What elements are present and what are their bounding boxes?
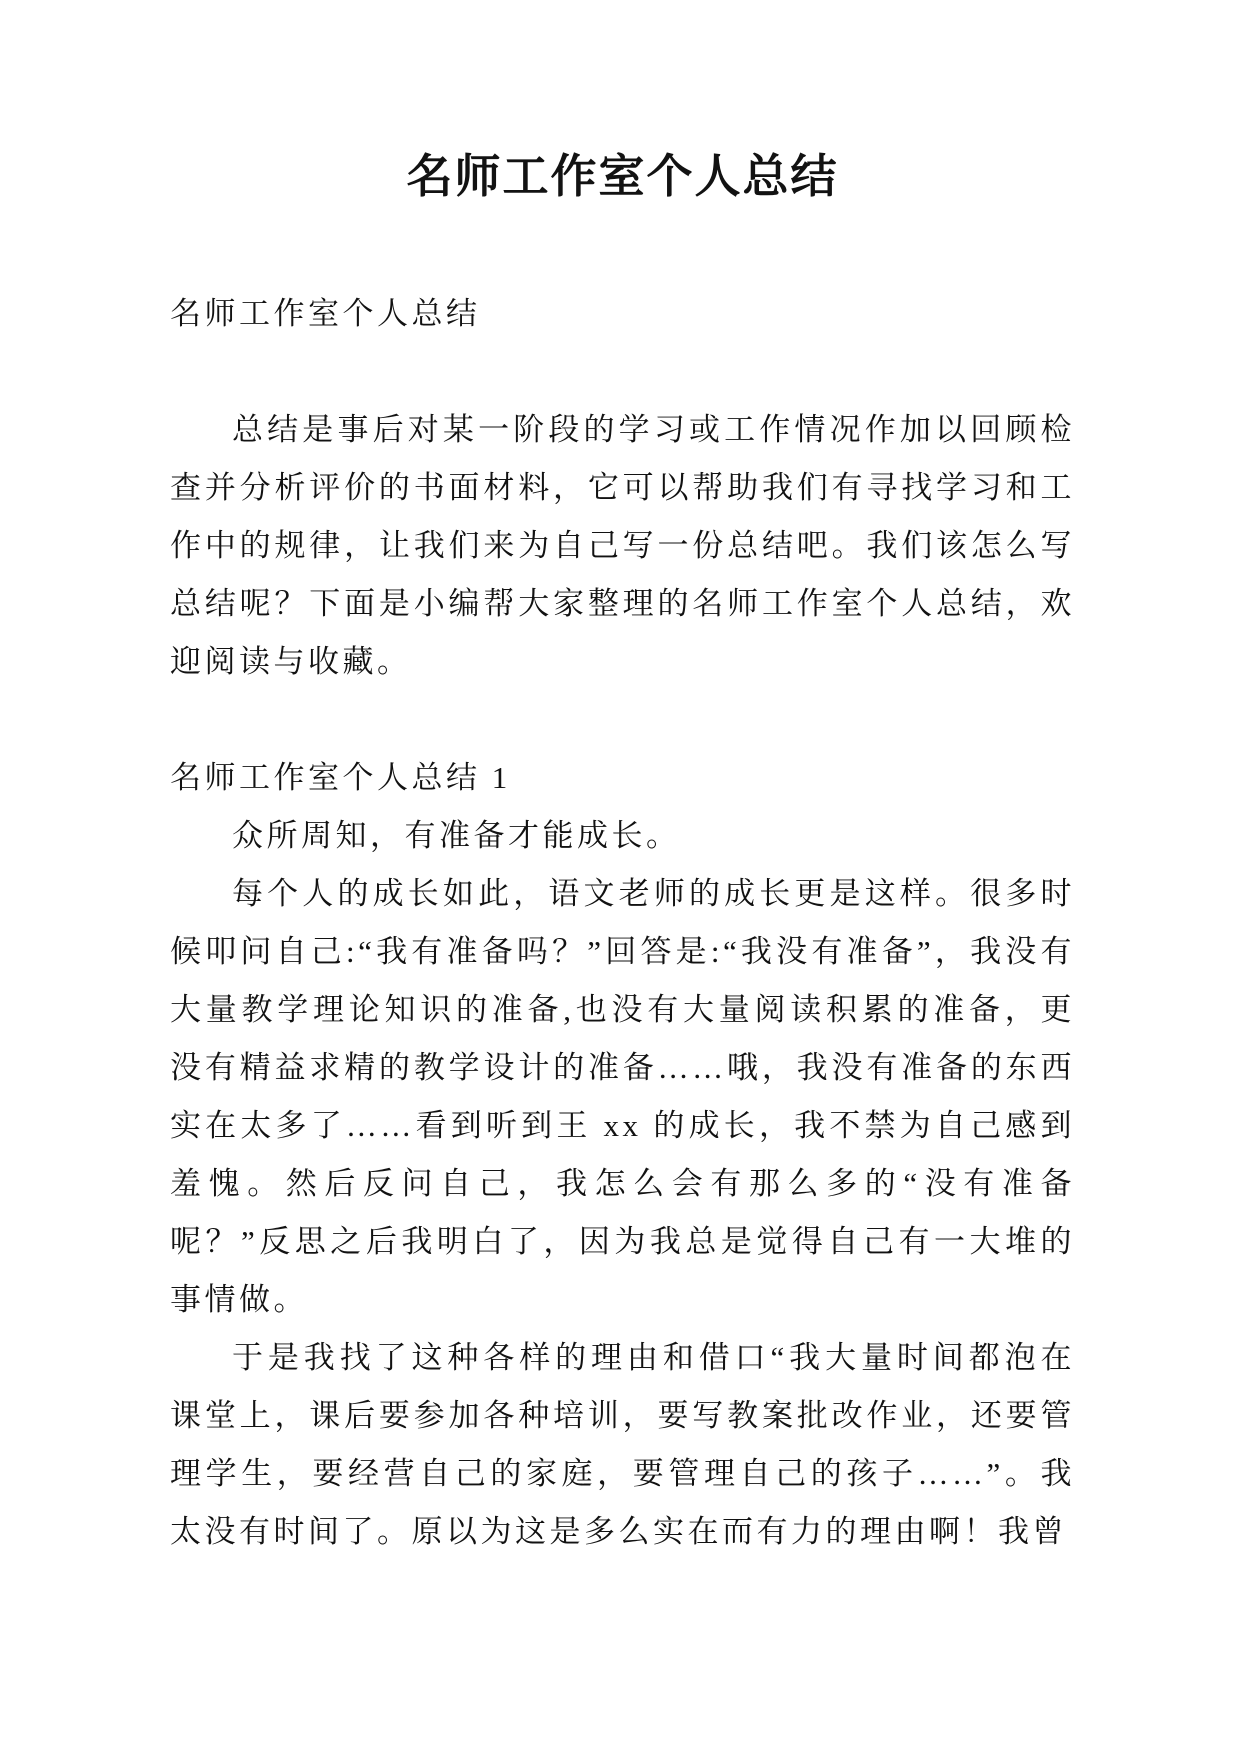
section-1-paragraph-3: 于是我找了这种各样的理由和借口“我大量时间都泡在课堂上，课后要参加各种培训，要写教案批改作业，还要管理学生，要经营自己的家庭，要管理自己的孩子……”。我太没有时间了。原以为这是多么实在而有力的理由啊！我曾 <box>170 1340 1075 1549</box>
section-1-paragraph-1: 众所周知，有准备才能成长。 <box>232 818 681 853</box>
section-1-paragraph-2: 每个人的成长如此，语文老师的成长更是这样。很多时候叩问自己:“我有准备吗？”回答是:“我没有准备”，我没有大量教学理论知识的准备,也没有大量阅读积累的准备，更没有精益求精的教学设计的准备……哦，我没有准备的东西实在太多了……看到听到王 xx 的成长，我不禁为自己感到羞愧。然后反问自己，我怎么会有那么多的“没有准备呢？”反思之后我明白了，因为我总是觉得自己有一大堆的事情做。 <box>170 876 1075 1317</box>
document-subtitle-line: 名师工作室个人总结 <box>170 296 481 331</box>
document-title: 名师工作室个人总结 <box>406 151 839 202</box>
section-1-heading: 名师工作室个人总结 1 <box>170 760 511 795</box>
intro-paragraph: 总结是事后对某一阶段的学习或工作情况作加以回顾检查并分析评价的书面材料，它可以帮助我们有寻找学习和工作中的规律，让我们来为自己写一份总结吧。我们该怎么写总结呢？下面是小编帮大家整理的名师工作室个人总结，欢迎阅读与收藏。 <box>170 412 1075 679</box>
